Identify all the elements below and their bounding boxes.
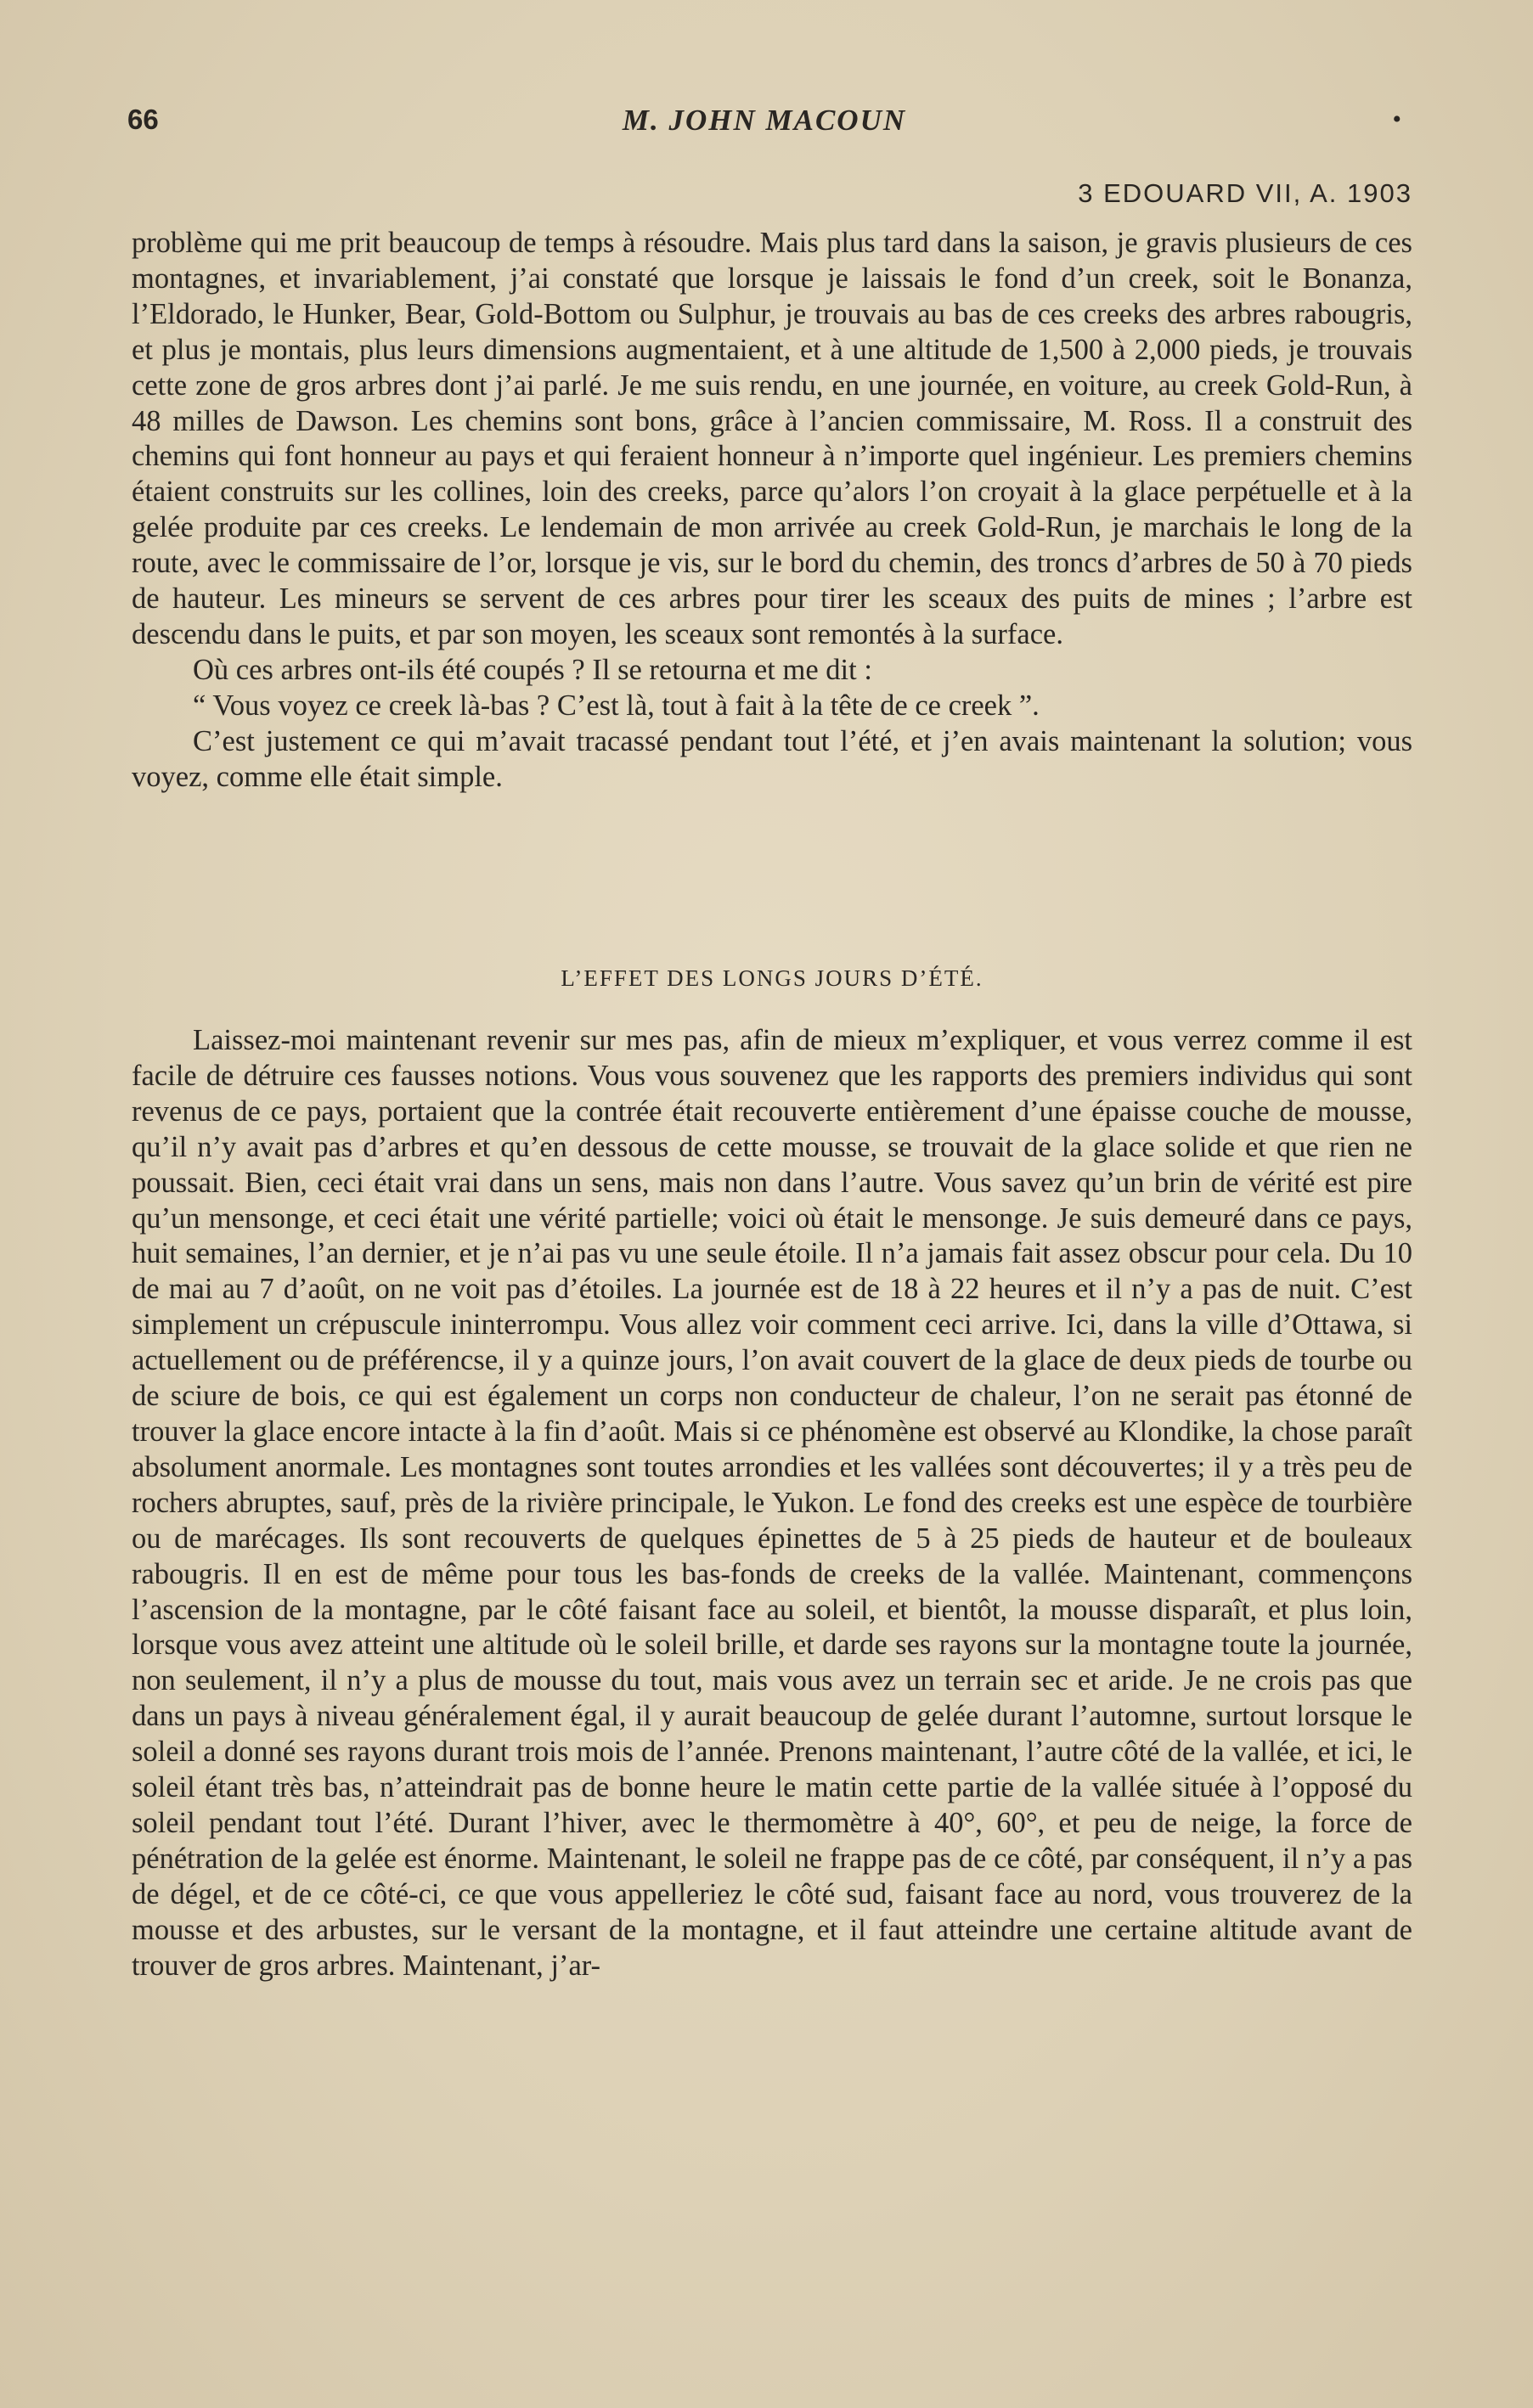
section-heading: L’EFFET DES LONGS JOURS D’ÉTÉ. — [561, 965, 983, 991]
section-2-body — [132, 1023, 1412, 1983]
paragraph: Laissez-moi maintenant revenir sur mes pas, afin de mieux m’expliquer, et vous verrez comme il est facile de détruire ces fausses notions. Vous vous souvenez que les rapports des premiers individus qui sont revenus de ce pays, portaient que la contrée était recouverte entièrement d’une épaisse couche de mousse, qu’il n’y avait pas d’arbres et qu’en dessous de cette mousse, se trouvait de la glace solide et que rien ne poussait. Bien, ceci était vrai dans un sens, mais non dans l’autre. Vous savez qu’un brin de vérité est pire qu’un mensonge, et ceci était une vérité partielle; voici où était le mensonge. Je suis demeuré dans ce pays, huit semaines, l’an dernier, et je n’ai pas vu une seule étoile. Il n’a jamais fait assez obscur pour cela. Du 10 de mai au 7 d’août, on ne voit pas d’étoiles. La journée est de 18 à 22 heures et il n’y a pas de nuit. C’est simplement un crépuscule ininterrompu. Vous allez voir comment ceci arrive. Ici, dans la ville d’Ottawa, si actuellement ou de préférencse, il y a quinze jours, l’on avait couvert de la glace de deux pieds de tourbe ou de sciure de bois, ce qui est également un corps non conducteur de chaleur, l’on ne serait pas étonné de trouver la glace encore intacte à la fin d’août. Mais si ce phénomène est observé au Klondike, la chose paraît absolument anormale. Les montagnes sont toutes arrondies et les vallées sont découvertes; il y a très peu de rochers abruptes, sauf, près de la rivière principale, le Yukon. Le fond des creeks est une espèce de tourbière ou de marécages. Ils sont recouverts de quelques épinettes de 5 à 25 pieds de hauteur et de bouleaux rabougris. Il en est de même pour tous les bas-fonds de creeks de la vallée. Maintenant, commençons l’ascension de la montagne, par le côté faisant face au soleil, et bientôt, la mousse disparaît, et plus loin, lorsque vous avez atteint une altitude où le soleil brille, et darde ses rayons sur la montagne toute la journée, non seulement, il n’y a plus de mousse du tout, mais vous avez un terrain sec et aride. Je ne crois pas que dans un pays à niveau généralement égal, il y aurait beaucoup de gelée durant l’automne, surtout lorsque le soleil a donné ses rayons durant trois mois de l’année. Prenons maintenant, l’autre côté de la vallée, et ici, le soleil étant très bas, n’atteindrait pas de bonne heure le matin cette partie de la vallée située à l’opposé du soleil pendant tout l’été. Durant l’hiver, avec le thermomètre à 40°, 60°, et peu de neige, la force de pénétration de la gelée est énorme. Maintenant, le soleil ne frappe pas de ce côté, par conséquent, il n’y a pas de dégel, et de ce côté-ci, ce que vous appelleriez le côté sud, faisant face au nord, vous trouverez de la mousse et des arbustes, sur le versant de la montagne, et il faut atteindre une certaine altitude avant de trouver de gros arbres. Maintenant, j’ar- — [132, 1024, 1412, 1982]
paragraph: Où ces arbres ont-ils été coupés ? Il se retourna et me dit : — [193, 653, 872, 686]
session-reference: 3 EDOUARD VII, A. 1903 — [1078, 178, 1412, 208]
paragraph: problème qui me prit beaucoup de temps à résoudre. Mais plus tard dans la saison, je gravis plusieurs de ces montagnes, et invariablement, j’ai constaté que lorsque je laissais le fond d’un creek, soit le Bonanza, l’Eldorado, le Hunker, Bear, Gold-Bottom ou Sulphur, je trouvais au bas de ces creeks des arbres rabougris, et plus je montais, plus leurs dimensions augmentaient, et à une altitude de 1,500 à 2,000 pieds, je trouvais cette zone de gros arbres dont j’ai parlé. Je me suis rendu, en une journée, en voiture, au creek Gold-Run, à 48 milles de Dawson. Les chemins sont bons, grâce à l’ancien commissaire, M. Ross. Il a construit des chemins qui font honneur au pays et qui feraient honneur à n’importe quel ingénieur. Les premiers chemins étaient construits sur les collines, loin des creeks, parce qu’alors l’on croyait à la glace perpétuelle et à la gelée produite par ces creeks. Le lendemain de mon arrivée au creek Gold-Run, je marchais le long de la route, avec le commissaire de l’or, lorsque je vis, sur le bord du chemin, des troncs d’arbres de 50 à 70 pieds de hauteur. Les mineurs se servent de ces arbres pour tirer les sceaux des puits de mines ; l’arbre est descendu dans le puits, et par son moyen, les sceaux sont remontés à la surface. — [132, 227, 1412, 650]
paragraph: “ Vous voyez ce creek là-bas ? C’est là, tout à fait à la tête de ce creek ”. — [193, 689, 1040, 722]
page-header — [127, 104, 1401, 155]
running-title: M. JOHN MACOUN — [622, 104, 907, 137]
section-1-body — [132, 226, 1412, 796]
page-number: 66 — [127, 104, 159, 135]
paragraph: C’est justement ce qui m’avait tracassé pendant tout l’été, et j’en avais maintenant la solution; vous voyez, comme elle était simple. — [132, 724, 1412, 793]
header-mark: • — [1392, 105, 1401, 133]
